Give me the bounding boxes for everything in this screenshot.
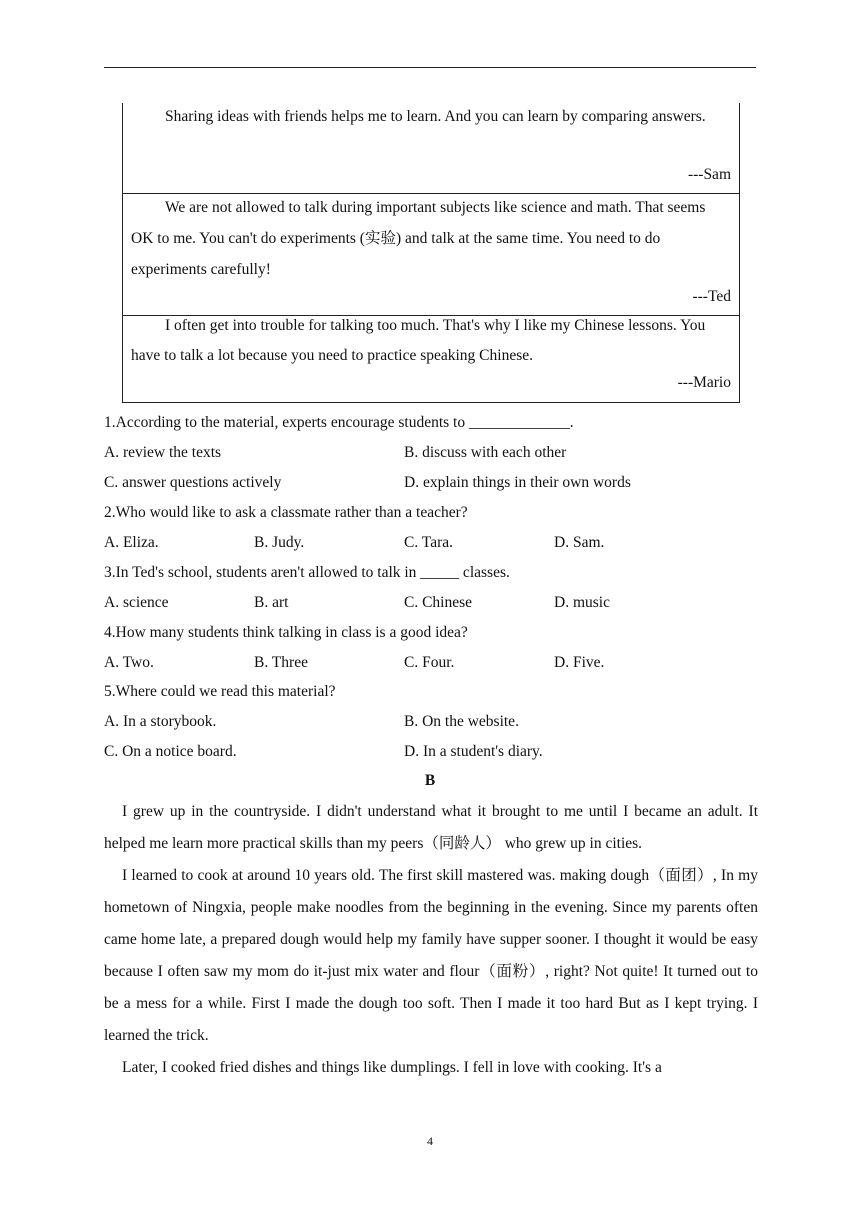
question-3-option-a: A. science: [104, 594, 169, 611]
question-2-option-d: D. Sam.: [554, 534, 605, 551]
question-1-option-d: D. explain things in their own words: [404, 474, 631, 491]
quote-author: ---Mario: [677, 374, 731, 391]
passage-paragraph-3: Later, I cooked fried dishes and things like dumplings. I fell in love with cooking. It's a: [122, 1059, 662, 1076]
section-b-passage: [104, 796, 758, 1084]
question-4-option-c: C. Four.: [404, 654, 455, 671]
quote-text: We are not allowed to talk during important subjects like science and math. That seems OK to me. You can't do experiments (实验) and talk at the same time. You need to do experiments carefully!: [131, 199, 706, 278]
question-5-option-c: C. On a notice board.: [104, 743, 237, 760]
question-4-option-b: B. Three: [254, 654, 308, 671]
question-4-option-a: A. Two.: [104, 654, 154, 671]
question-5-option-a: A. In a storybook.: [104, 713, 217, 730]
passage-paragraph-1: I grew up in the countryside. I didn't understand what it brought to me until I became an adult. It helped me learn more practical skills than my peers（同龄人） who grew up in cities.: [104, 803, 758, 852]
question-3-stem: 3.In Ted's school, students aren't allowed to talk in _____ classes.: [104, 564, 510, 581]
page-number: 4: [427, 1134, 433, 1148]
question-1-option-c: C. answer questions actively: [104, 474, 282, 491]
quote-author: ---Ted: [692, 288, 731, 305]
quote-text: I often get into trouble for talking too much. That's why I like my Chinese lessons. You have to talk a lot because you need to practice speaking Chinese.: [131, 317, 706, 364]
question-2-option-b: B. Judy.: [254, 534, 305, 551]
question-3-option-d: D. music: [554, 594, 610, 611]
quote-table: [122, 103, 740, 403]
question-2-stem: 2.Who would like to ask a classmate rather than a teacher?: [104, 504, 468, 521]
question-1-stem: 1.According to the material, experts encourage students to _____________.: [104, 414, 574, 431]
question-5-stem: 5.Where could we read this material?: [104, 683, 336, 700]
section-b-title: B: [424, 772, 436, 789]
question-4-option-d: D. Five.: [554, 654, 605, 671]
passage-paragraph-2: I learned to cook at around 10 years old. The first skill mastered was. making dough（面团）, In my hometown of Ningxia, people make noodles from the beginning in the evening. Since my parents often came home late, a prepared dough would help my family have supper sooner. I thought it would be easy because I often saw my mom do it-just mix water and flour（面粉）, right? Not quite! It turned out to be a mess for a while. First I made the dough too soft. Then I made it too hard But as I kept trying. I learned the trick.: [104, 867, 758, 1044]
question-2-option-a: A. Eliza.: [104, 534, 159, 551]
quote-text: Sharing ideas with friends helps me to learn. And you can learn by comparing answers.: [165, 108, 706, 125]
question-3-option-b: B. art: [254, 594, 289, 611]
question-2-option-c: C. Tara.: [404, 534, 453, 551]
quote-cell-mario: [123, 311, 739, 403]
question-5-option-b: B. On the website.: [404, 713, 519, 730]
question-1-option-b: B. discuss with each other: [404, 444, 567, 461]
question-4-stem: 4.How many students think talking in class is a good idea?: [104, 624, 468, 641]
question-1-option-a: A. review the texts: [104, 444, 222, 461]
quote-cell-ted: [123, 192, 739, 316]
quote-cell-sam: [123, 101, 739, 194]
header-rule: [104, 67, 756, 68]
question-3-option-c: C. Chinese: [404, 594, 473, 611]
question-5-option-d: D. In a student's diary.: [404, 743, 543, 760]
quote-author: ---Sam: [687, 166, 731, 183]
